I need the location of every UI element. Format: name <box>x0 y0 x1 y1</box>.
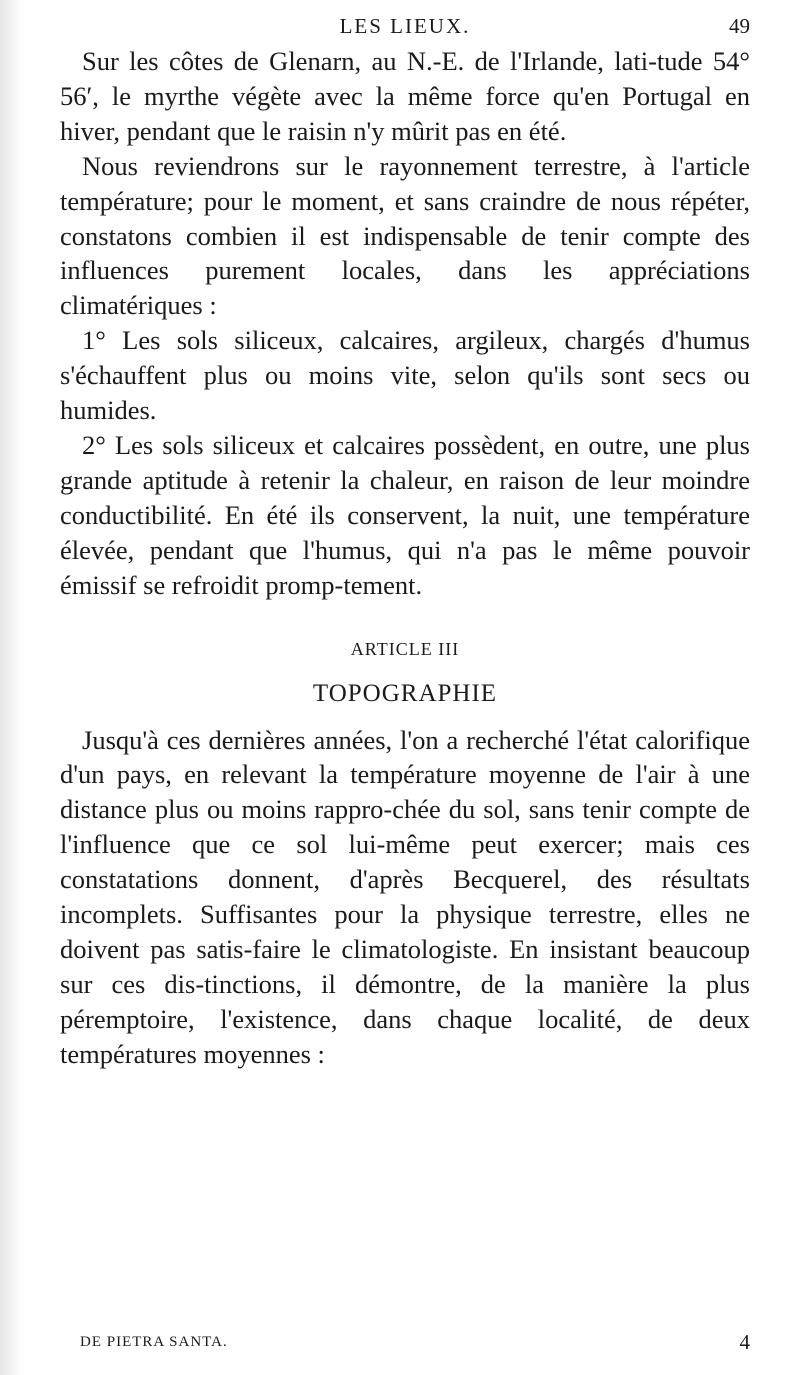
paragraph: Sur les côtes de Glenarn, au N.-E. de l'Irlande, lati-tude 54° 56′, le myrthe végète avec la même force qu'en Portugal en hiver, pendant que le raisin n'y mûrit pas en été. <box>60 46 750 146</box>
paragraph: 1° Les sols siliceux, calcaires, argileux, chargés d'humus s'échauffent plus ou moins vite, selon qu'ils sont secs ou humides. <box>60 325 750 426</box>
page-edge-shadow <box>0 0 22 1375</box>
paragraph: 2° Les sols siliceux et calcaires possèdent, en outre, une plus grande aptitude à retenir la chaleur, en raison de leur moindre conductibilité. En été ils conservent, la nuit, une température élevée, pendant que l'humus, qui n'a pas le même pouvoir émissif se refroidit promp-tement. <box>60 429 750 600</box>
article-label: ARTICLE III <box>350 638 460 659</box>
page-footer <box>60 1330 750 1358</box>
running-head <box>60 14 750 44</box>
body-text <box>60 44 750 1072</box>
signature-mark: DE PIETRA SANTA. <box>80 1334 228 1350</box>
paragraph: Jusqu'à ces dernières années, l'on a recherché l'état calorifique d'un pays, en relevant la température moyenne de l'air à une distance plus ou moins rappro-chée du sol, sans tenir compte de l'influence que ce sol lui-même peut exercer; mais ces constatations donnent, d'après Becquerel, des résultats incomplets. Suffisantes pour la physique terrestre, elles ne doivent pas satis-faire le climatologiste. En insistant beaucoup sur ces dis-tinctions, il démontre, de la manière la plus péremptoire, l'existence, dans chaque localité, de deux températures moyennes : <box>60 724 750 1069</box>
running-title: LES LIEUX. <box>339 14 471 38</box>
section-title: TOPOGRAPHIE <box>312 679 498 707</box>
signature-number: 4 <box>739 1330 750 1354</box>
paragraph: Nous reviendrons sur le rayonnement terrestre, à l'article température; pour le moment, et sans craindre de nous répéter, constatons combien il est indispensable de tenir compte des influences purement locales, dans les appréciations climatériques : <box>60 150 750 321</box>
page-number: 49 <box>729 14 750 38</box>
